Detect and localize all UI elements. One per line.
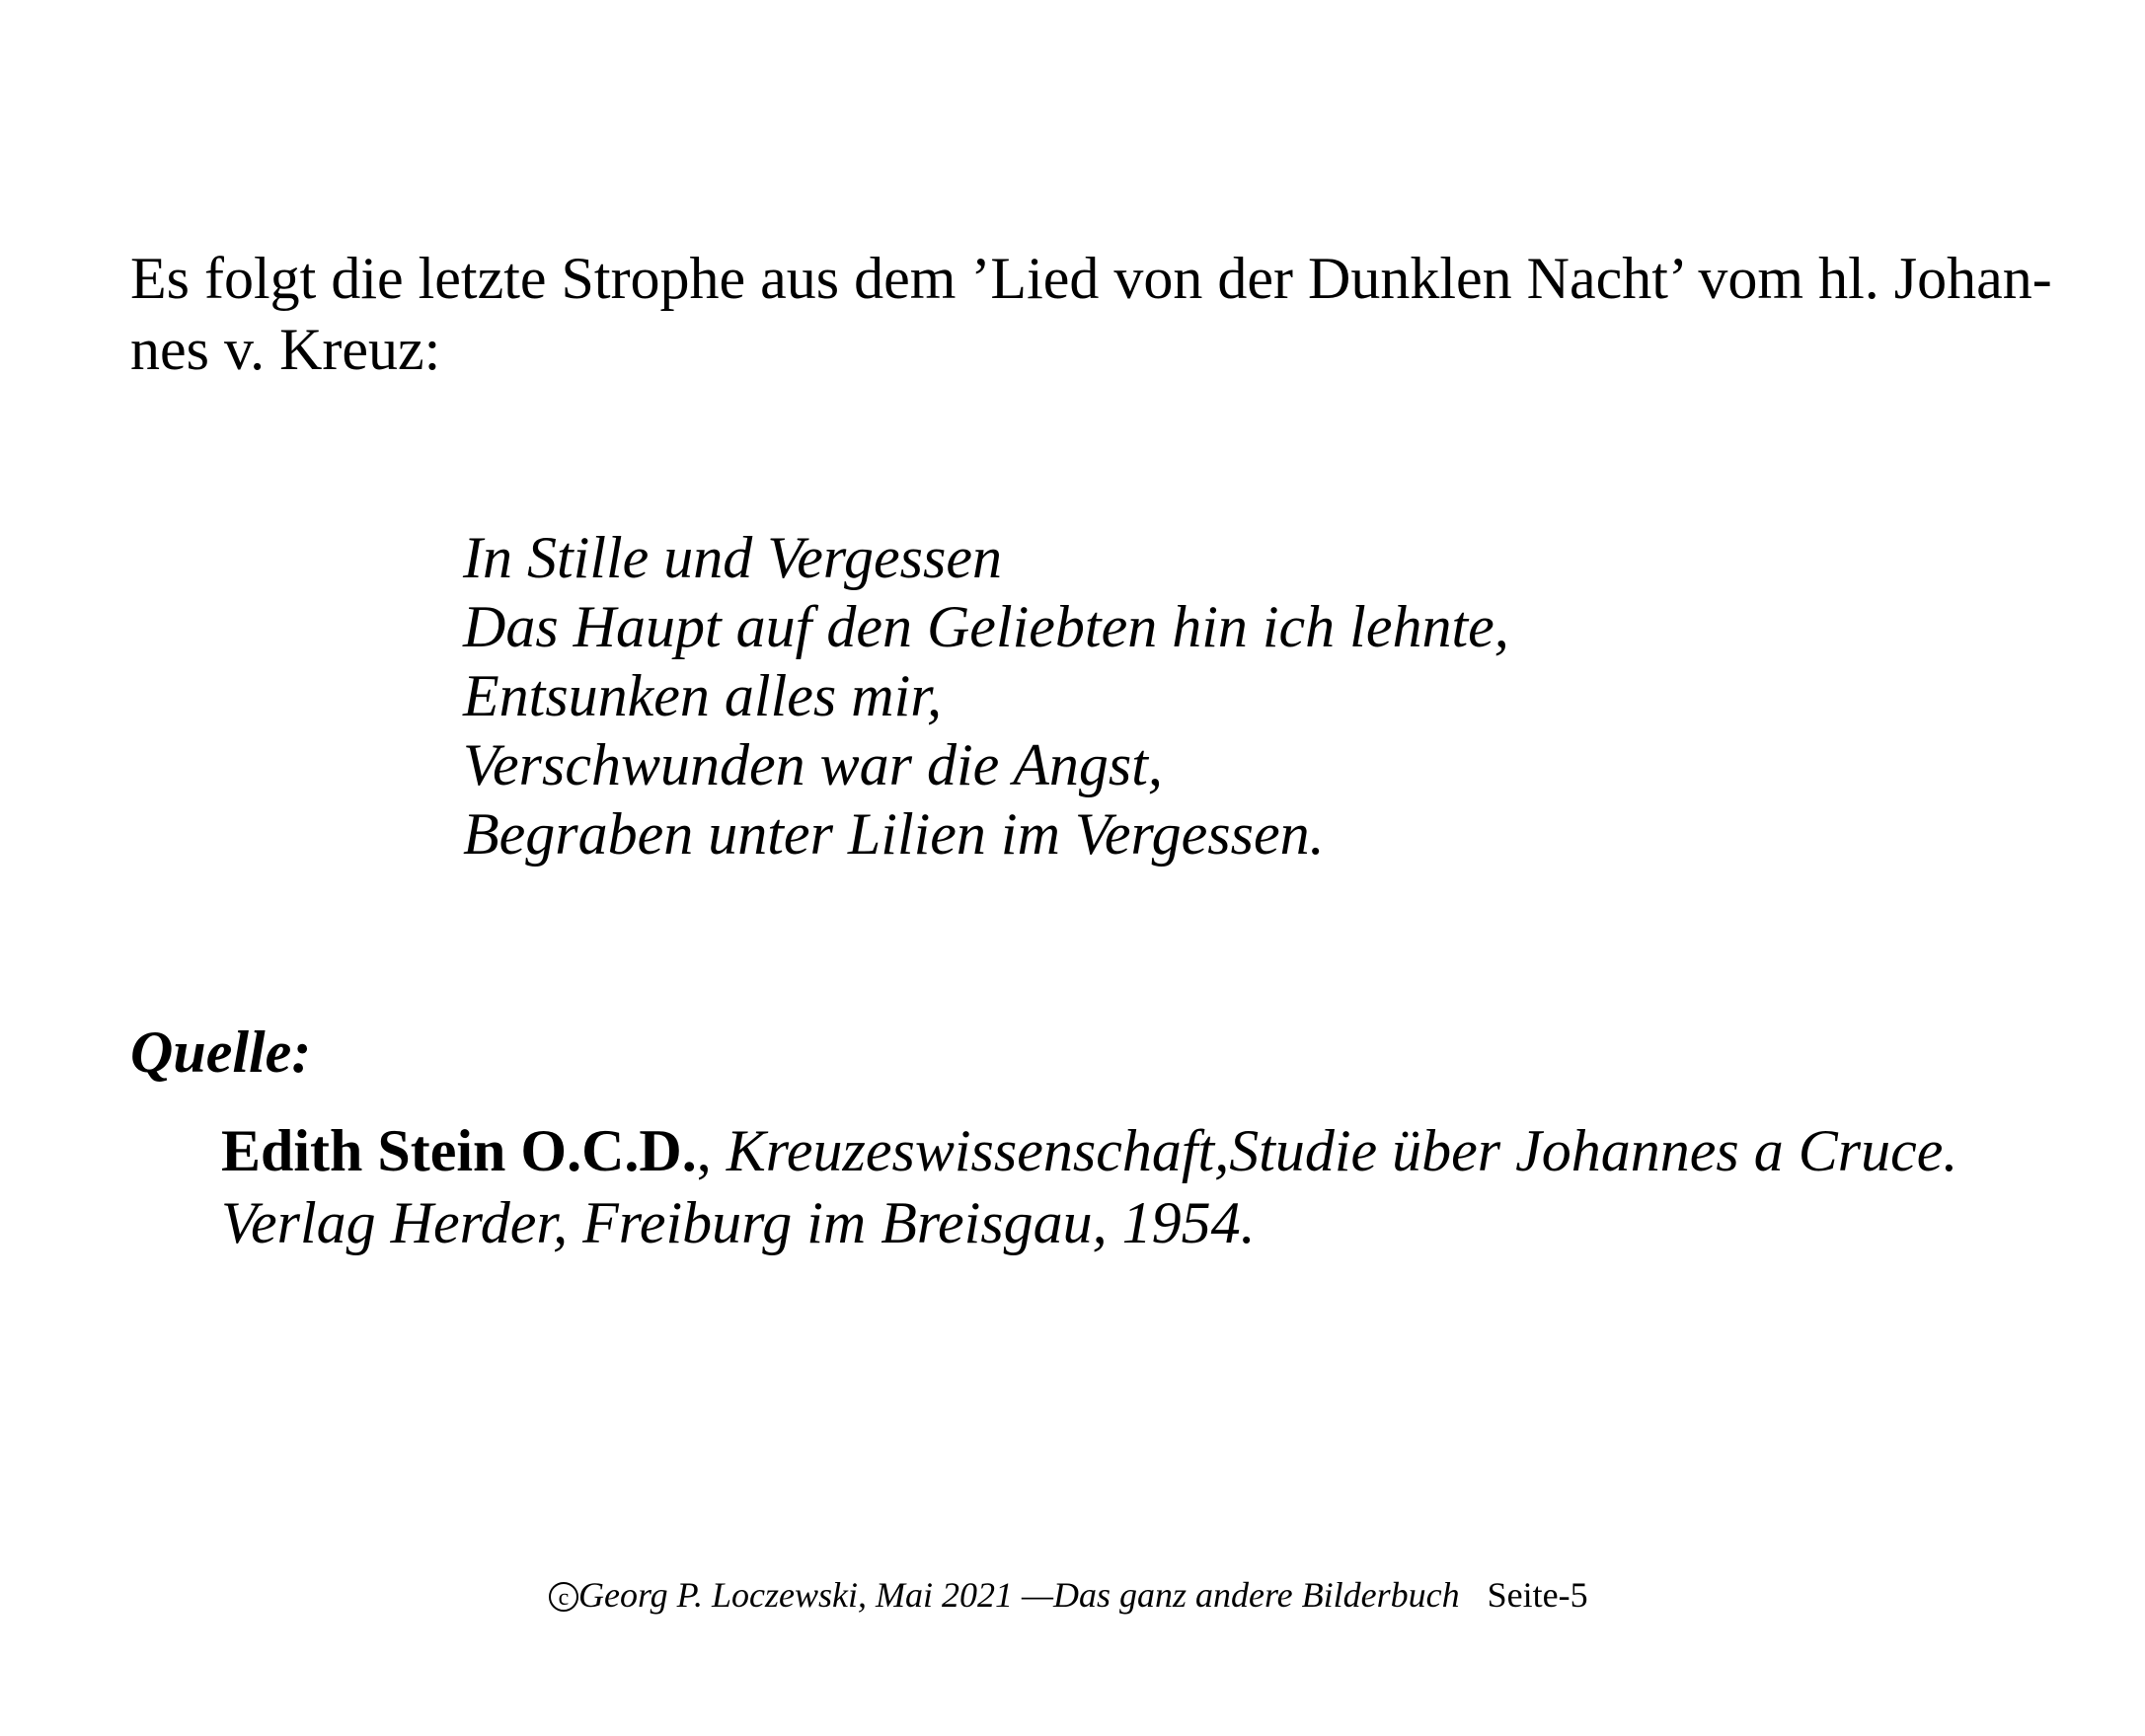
intro-line-2: nes v. Kreuz: bbox=[130, 317, 441, 382]
intro-paragraph bbox=[130, 243, 2052, 385]
reference-entry bbox=[221, 1115, 1957, 1259]
source-heading: Quelle: bbox=[130, 1019, 312, 1085]
reference-separator: , bbox=[696, 1118, 727, 1183]
poem-line: Entsunken alles mir, bbox=[463, 663, 942, 728]
reference-title: Kreuzeswissenschaft,Studie über Johannes a Cruce. bbox=[726, 1118, 1958, 1183]
reference-line-1 bbox=[221, 1115, 1957, 1187]
copyright-icon: c bbox=[549, 1582, 578, 1612]
reference-author: Edith Stein O.C.D. bbox=[221, 1118, 697, 1183]
poem-line: Begraben unter Lilien im Vergessen. bbox=[463, 801, 1325, 867]
footer-credit: Georg P. Loczewski, Mai 2021 —Das ganz andere Bilderbuch bbox=[578, 1575, 1460, 1615]
poem-line: In Stille und Vergessen bbox=[463, 525, 1003, 590]
poem-line: Das Haupt auf den Geliebten hin ich lehnte, bbox=[463, 594, 1509, 659]
page-footer bbox=[549, 1573, 1588, 1617]
poem-line: Verschwunden war die Angst, bbox=[463, 732, 1163, 797]
reference-publisher: Verlag Herder, Freiburg im Breisgau, 1954. bbox=[221, 1190, 1256, 1255]
page-number: Seite-5 bbox=[1487, 1575, 1588, 1615]
intro-line-1: Es folgt die letzte Strophe aus dem ’Lied von der Dunklen Nacht’ vom hl. Johan- bbox=[130, 246, 2052, 311]
poem-stanza bbox=[463, 523, 1509, 868]
